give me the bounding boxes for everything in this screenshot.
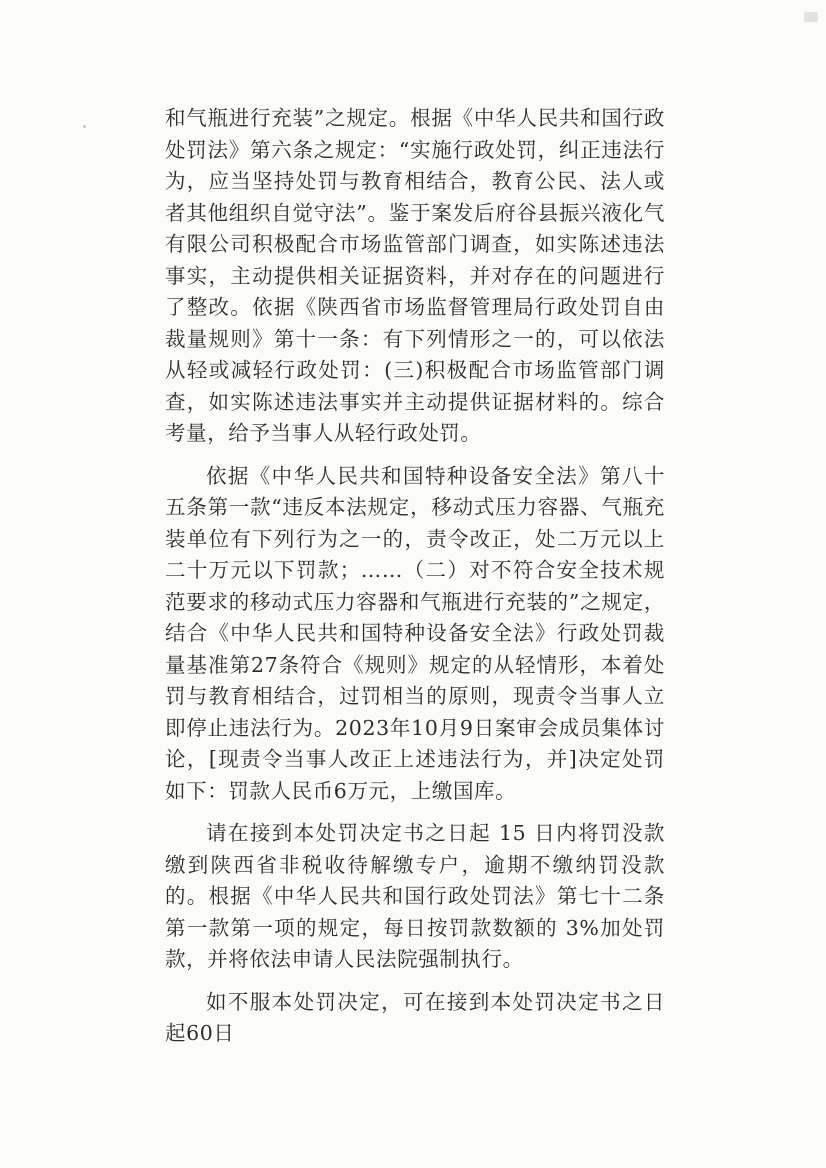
document-body (165, 103, 665, 1061)
paragraph-payment-instruction: 请在接到本处罚决定书之日起 15 日内将罚没款缴到陕西省非税收待解缴专户，逾期不缴纳罚没款的。根据《中华人民共和国行政处罚法》第七十二条第一款第一项的规定，每日按罚款数额的 3%加处罚款，并将依法申请人民法院强制执行。 (165, 821, 665, 971)
scan-speck (83, 125, 86, 128)
paragraph-appeal-notice: 如不服本处罚决定，可在接到本处罚决定书之日起60日 (165, 989, 665, 1045)
page-corner-mark (804, 12, 818, 22)
paragraph-penalty-decision: 依据《中华人民共和国特种设备安全法》第八十五条第一款“违反本法规定，移动式压力容器、气瓶充装单位有下列行为之一的，责令改正，处二万元以上二十万元以下罚款；……（二）对不符合安全技术规范要求的移动式压力容器和气瓶进行充装的”之规定，结合《中华人民共和国特种设备安全法》行政处罚裁量基准第27条符合《规则》规定的从轻情形，本着处罚与教育相结合，过罚相当的原则，现责令当事人立即停止违法行为。2023年10月9日案审会成员集体讨论，[现责令当事人改正上述违法行为，并]决定处罚如下：罚款人民币6万元，上缴国库。 (165, 463, 665, 803)
paragraph-legal-basis: 和气瓶进行充装”之规定。根据《中华人民共和国行政处罚法》第六条之规定：“实施行政处罚，纠正违法行为，应当坚持处罚与教育相结合，教育公民、法人或者其他组织自觉守法”。鉴于案发后府谷县振兴液化气有限公司积极配合市场监管部门调查，如实陈述违法事实，主动提供相关证据资料，并对存在的问题进行了整改。依据《陕西省市场监督管理局行政处罚自由裁量规则》第十一条：有下列情形之一的，可以依法从轻或减轻行政处罚：(三)积极配合市场监管部门调查，如实陈述违法事实并主动提供证据材料的。综合考量，给予当事人从轻行政处罚。 (165, 106, 665, 445)
